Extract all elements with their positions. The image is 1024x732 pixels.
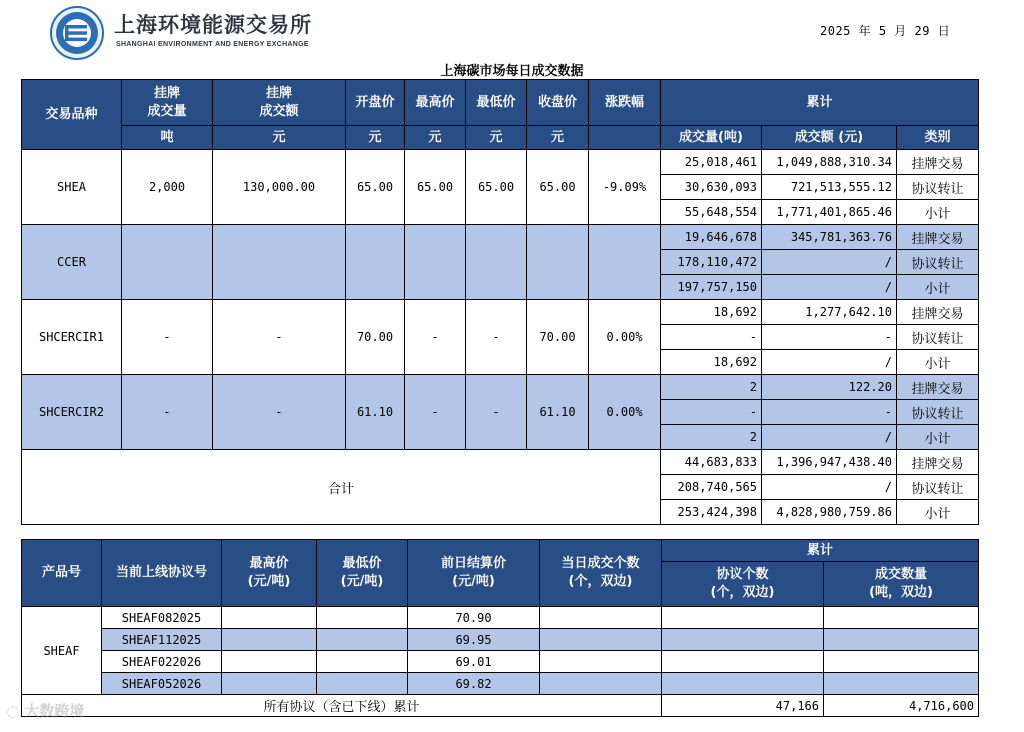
cum-amount: 345,781,363.76 [762, 225, 897, 250]
cum-volume: 19,646,678 [661, 225, 762, 250]
contract-code: SHEAF112025 [102, 629, 222, 651]
cum-volume: 197,757,150 [661, 275, 762, 300]
cum-amount: / [762, 275, 897, 300]
listed-volume: - [122, 375, 213, 450]
header-close: 收盘价 [527, 80, 589, 126]
exchange-logo [50, 6, 104, 60]
total-amount: / [762, 475, 897, 500]
listed-volume: 2,000 [122, 150, 213, 225]
product-name: CCER [22, 225, 122, 300]
forward-total-count: 47,166 [662, 695, 824, 717]
total-volume: 208,740,565 [661, 475, 762, 500]
contract-low [317, 651, 408, 673]
low-price: 65.00 [466, 150, 527, 225]
unit-yuan: 元 [466, 126, 527, 150]
total-label: 合计 [22, 450, 661, 525]
header-change: 涨跌幅 [589, 80, 661, 126]
header-high: 最高价 (元/吨) [222, 540, 317, 607]
header-contract: 当前上线协议号 [102, 540, 222, 607]
cum-amount: 1,277,642.10 [762, 300, 897, 325]
cum-volume: 2 [661, 425, 762, 450]
contract-high [222, 629, 317, 651]
header-settle: 前日结算价 (元/吨) [408, 540, 540, 607]
trade-type: 挂牌交易 [897, 225, 979, 250]
low-price [466, 225, 527, 300]
watermark [6, 700, 84, 721]
trade-type: 协议转让 [897, 400, 979, 425]
close-price: 61.10 [527, 375, 589, 450]
low-price: - [466, 300, 527, 375]
cum-amount: - [762, 325, 897, 350]
forward-contract-table [21, 539, 979, 717]
contract-cum-count [662, 629, 824, 651]
cum-volume: 18,692 [661, 350, 762, 375]
unit-yuan: 元 [346, 126, 405, 150]
cum-amount: 1,771,401,865.46 [762, 200, 897, 225]
high-price: - [405, 375, 466, 450]
cum-amount: 122.20 [762, 375, 897, 400]
contract-day-count [540, 651, 662, 673]
trade-type: 小计 [897, 350, 979, 375]
unit-yuan: 元 [213, 126, 346, 150]
contract-cum-qty [824, 651, 979, 673]
header-high: 最高价 [405, 80, 466, 126]
cum-amount: / [762, 250, 897, 275]
contract-settle: 69.95 [408, 629, 540, 651]
cum-volume: - [661, 325, 762, 350]
header-low: 最低价 [466, 80, 527, 126]
report-date: 2025 年 5 月 29 日 [820, 24, 951, 38]
total-volume: 44,683,833 [661, 450, 762, 475]
cum-amount: - [762, 400, 897, 425]
trade-type: 协议转让 [897, 325, 979, 350]
header-cum-count: 协议个数 (个，双边) [662, 562, 824, 607]
contract-cum-qty [824, 673, 979, 695]
unit-blank [589, 126, 661, 150]
cum-volume: 2 [661, 375, 762, 400]
contract-settle: 69.01 [408, 651, 540, 673]
table-title: 上海碳市场每日成交数据 [440, 64, 584, 79]
header-listed-volume: 挂牌 成交量 [122, 80, 213, 126]
header-day-count: 当日成交个数 (个，双边) [540, 540, 662, 607]
exchange-name-cn: 上海环境能源交易所 [114, 12, 312, 37]
trade-type: 小计 [897, 425, 979, 450]
trade-type: 挂牌交易 [897, 450, 979, 475]
product-name: SHCERCIR2 [22, 375, 122, 450]
trade-type: 协议转让 [897, 475, 979, 500]
listed-volume: - [122, 300, 213, 375]
price-change: 0.00% [589, 375, 661, 450]
trade-type: 挂牌交易 [897, 375, 979, 400]
cum-amount: 721,513,555.12 [762, 175, 897, 200]
contract-high [222, 607, 317, 629]
contract-high [222, 651, 317, 673]
trade-type: 小计 [897, 275, 979, 300]
high-price: 65.00 [405, 150, 466, 225]
trade-type: 协议转让 [897, 175, 979, 200]
contract-low [317, 673, 408, 695]
listed-volume [122, 225, 213, 300]
contract-cum-count [662, 651, 824, 673]
forward-product: SHEAF [22, 607, 102, 695]
listed-amount: 130,000.00 [213, 150, 346, 225]
header-product: 产品号 [22, 540, 102, 607]
price-change: 0.00% [589, 300, 661, 375]
header-cum-amount: 成交额 (元) [762, 126, 897, 150]
cum-amount: / [762, 350, 897, 375]
contract-code: SHEAF082025 [102, 607, 222, 629]
close-price: 65.00 [527, 150, 589, 225]
open-price: 65.00 [346, 150, 405, 225]
trade-type: 小计 [897, 500, 979, 525]
listed-amount [213, 225, 346, 300]
total-volume: 253,424,398 [661, 500, 762, 525]
cum-amount: / [762, 425, 897, 450]
header-low: 最低价 (元/吨) [317, 540, 408, 607]
header-cum-qty: 成交数量 (吨，双边) [824, 562, 979, 607]
unit-ton: 吨 [122, 126, 213, 150]
contract-settle: 69.82 [408, 673, 540, 695]
forward-total-qty: 4,716,600 [824, 695, 979, 717]
cum-volume: - [661, 400, 762, 425]
watermark-text: 大数跨境 [24, 702, 85, 720]
product-name: SHCERCIR1 [22, 300, 122, 375]
contract-cum-count [662, 607, 824, 629]
trade-type: 挂牌交易 [897, 300, 979, 325]
trade-type: 小计 [897, 200, 979, 225]
open-price: 61.10 [346, 375, 405, 450]
cum-volume: 178,110,472 [661, 250, 762, 275]
forward-total-label: 所有协议（含已下线）累计 [22, 695, 662, 717]
daily-trading-table [21, 79, 979, 525]
cum-amount: 1,049,888,310.34 [762, 150, 897, 175]
listed-amount: - [213, 300, 346, 375]
cum-volume: 55,648,554 [661, 200, 762, 225]
total-amount: 1,396,947,438.40 [762, 450, 897, 475]
price-change: -9.09% [589, 150, 661, 225]
contract-high [222, 673, 317, 695]
close-price [527, 225, 589, 300]
header-listed-amount: 挂牌 成交额 [213, 80, 346, 126]
contract-settle: 70.90 [408, 607, 540, 629]
low-price: - [466, 375, 527, 450]
contract-day-count [540, 673, 662, 695]
cum-volume: 30,630,093 [661, 175, 762, 200]
high-price [405, 225, 466, 300]
header-cumulative: 累计 [662, 540, 979, 562]
header-open: 开盘价 [346, 80, 405, 126]
contract-code: SHEAF052026 [102, 673, 222, 695]
listed-amount: - [213, 375, 346, 450]
cum-volume: 25,018,461 [661, 150, 762, 175]
high-price: - [405, 300, 466, 375]
header-cumulative: 累计 [661, 80, 979, 126]
trade-type: 挂牌交易 [897, 150, 979, 175]
open-price: 70.00 [346, 300, 405, 375]
price-change [589, 225, 661, 300]
contract-code: SHEAF022026 [102, 651, 222, 673]
contract-cum-qty [824, 607, 979, 629]
header-variety: 交易品种 [22, 80, 122, 150]
contract-day-count [540, 607, 662, 629]
trade-type: 协议转让 [897, 250, 979, 275]
exchange-name-en: SHANGHAI ENVIRONMENT AND ENERGY EXCHANGE [116, 41, 309, 48]
contract-low [317, 607, 408, 629]
watermark-icon: ◌ [6, 702, 25, 720]
cum-volume: 18,692 [661, 300, 762, 325]
contract-day-count [540, 629, 662, 651]
unit-yuan: 元 [527, 126, 589, 150]
product-name: SHEA [22, 150, 122, 225]
contract-cum-qty [824, 629, 979, 651]
header-cum-type: 类别 [897, 126, 979, 150]
total-amount: 4,828,980,759.86 [762, 500, 897, 525]
unit-yuan: 元 [405, 126, 466, 150]
close-price: 70.00 [527, 300, 589, 375]
header-cum-volume: 成交量(吨) [661, 126, 762, 150]
contract-cum-count [662, 673, 824, 695]
open-price [346, 225, 405, 300]
contract-low [317, 629, 408, 651]
